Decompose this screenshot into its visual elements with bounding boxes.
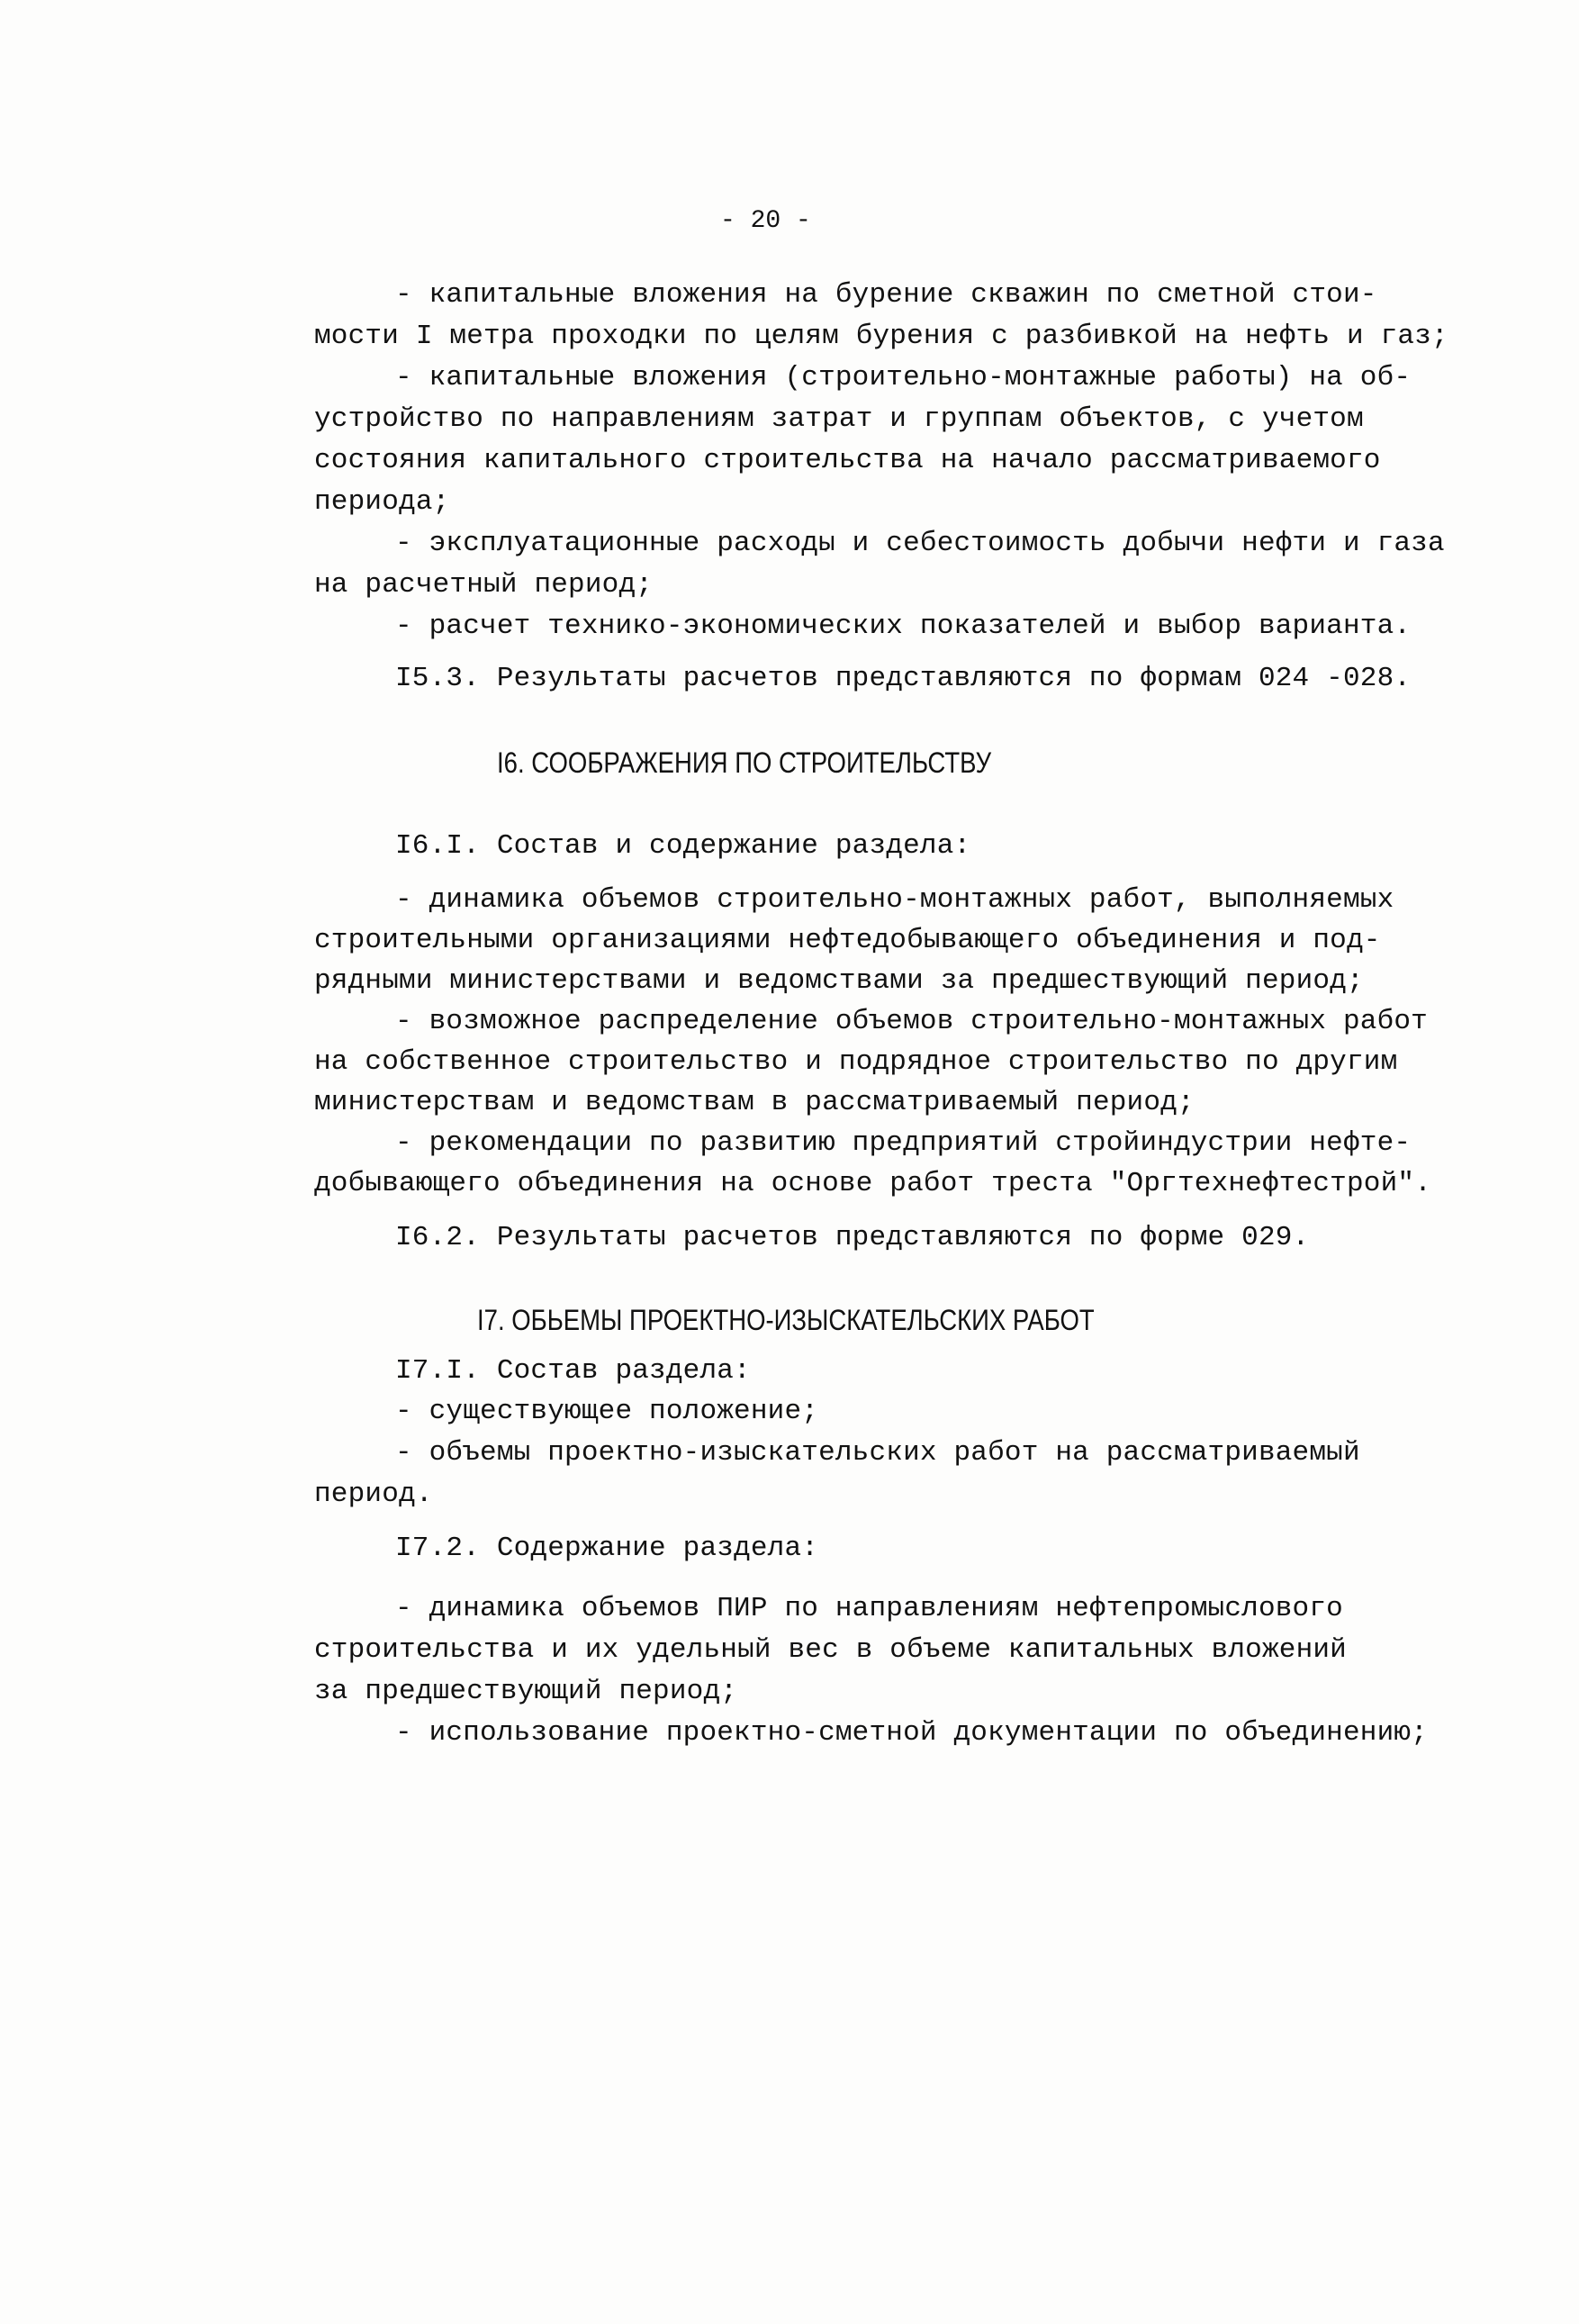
text-line: периода;	[314, 486, 450, 518]
paragraph-16-2: I6.2. Результаты расчетов представляются по форме 029.	[395, 1222, 1310, 1253]
text-line: - капитальные вложения (строительно-монтажные работы) на об-	[395, 362, 1412, 393]
text-line: - динамика объемов строительно-монтажных работ, выполняемых	[395, 884, 1394, 916]
text-line: - рекомендации по развитию предприятий стройиндустрии нефте-	[395, 1127, 1412, 1159]
text-line: рядными министерствами и ведомствами за предшествующий период;	[314, 965, 1364, 997]
text-line: устройство по направлениям затрат и группам объектов, с учетом	[314, 403, 1364, 435]
text-line: состояния капитального строительства на начало рассматриваемого	[314, 445, 1381, 476]
paragraph-16-1: I6.I. Состав и содержание раздела:	[395, 830, 971, 862]
text-line: - динамика объемов ПИР по направлениям нефтепромыслового	[395, 1593, 1343, 1624]
text-line: добывающего объединения на основе работ треста "Оргтехнефтестрой".	[314, 1168, 1431, 1199]
section-16-heading: I6. СООБРАЖЕНИЯ ПО СТРОИТЕЛЬСТВУ	[497, 746, 992, 779]
paragraph-15-3: I5.3. Результаты расчетов представляются по формам 024 -028.	[395, 663, 1412, 694]
text-line: - существующее положение;	[395, 1396, 819, 1427]
text-line: министерствам и ведомствам в рассматриваемый период;	[314, 1087, 1195, 1118]
text-line: строительными организациями нефтедобывающего объединения и под-	[314, 925, 1381, 956]
text-line: - объемы проектно-изыскательских работ на рассматриваемый	[395, 1437, 1360, 1469]
text-line: за предшествующий период;	[314, 1676, 738, 1707]
text-line: - использование проектно-сметной документации по объединению;	[395, 1717, 1428, 1749]
text-line: - возможное распределение объемов строительно-монтажных работ	[395, 1006, 1428, 1037]
paragraph-17-1: I7.I. Состав раздела:	[395, 1355, 751, 1387]
text-line: период.	[314, 1478, 433, 1510]
text-line: - эксплуатационные расходы и себестоимость добычи нефти и газа	[395, 528, 1445, 559]
section-17-heading: I7. ОБЬЕМЫ ПРОЕКТНО-ИЗЫСКАТЕЛЬСКИХ РАБОТ	[477, 1304, 1095, 1336]
text-line: строительства и их удельный вес в объеме капитальных вложений	[314, 1634, 1347, 1666]
page-number: - 20 -	[720, 207, 811, 235]
paragraph-17-2: I7.2. Содержание раздела:	[395, 1533, 819, 1564]
text-line: - расчет технико-экономических показателей и выбор варианта.	[395, 610, 1412, 642]
text-line: мости I метра проходки по целям бурения с разбивкой на нефть и газ;	[314, 321, 1448, 352]
text-line: на собственное строительство и подрядное строительство по другим	[314, 1046, 1398, 1078]
text-line: на расчетный период;	[314, 569, 654, 601]
text-line: - капитальные вложения на бурение скважин по сметной стои-	[395, 279, 1377, 311]
